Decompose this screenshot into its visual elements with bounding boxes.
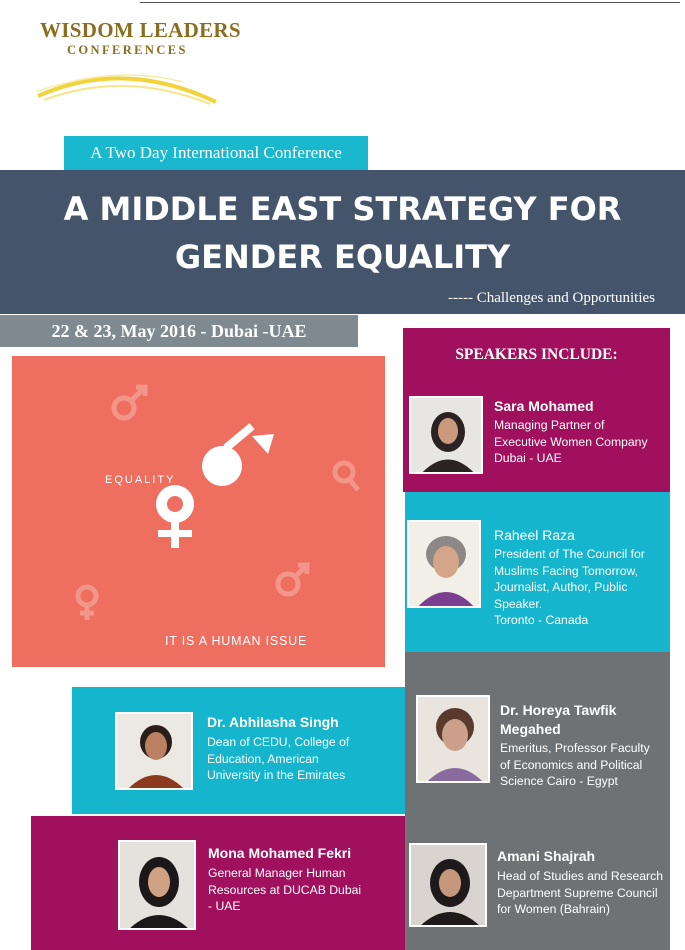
speaker-name-horeya-line-1: Dr. Horeya Tawfik bbox=[500, 702, 617, 718]
date-banner: 22 & 23, May 2016 - Dubai -UAE bbox=[0, 315, 358, 347]
speaker-name-raheel: Raheel Raza bbox=[494, 527, 575, 543]
logo-swoosh-icon bbox=[34, 56, 224, 106]
speaker-bio-sara: Managing Partner of Executive Women Company Dubai - UAE bbox=[494, 418, 648, 465]
poster-tagline: IT IS A HUMAN ISSUE bbox=[165, 634, 308, 648]
speaker-name-sara: Sara Mohamed bbox=[494, 398, 594, 414]
speaker-photo-abhilasha bbox=[115, 712, 193, 790]
speaker-bio-amani: Head of Studies and Research Department Supreme Council for Women (Bahrain) bbox=[497, 869, 663, 916]
speaker-photo-sara bbox=[409, 396, 483, 474]
intro-banner: A Two Day International Conference bbox=[64, 136, 368, 170]
speakers-heading: SPEAKERS INCLUDE: bbox=[455, 346, 618, 363]
speaker-name-abhilasha: Dr. Abhilasha Singh bbox=[207, 714, 339, 730]
speaker-name-horeya-line-2: Megahed bbox=[500, 721, 561, 737]
logo-title: WISDOM LEADERS bbox=[40, 18, 241, 42]
logo-subtitle: CONFERENCES bbox=[67, 43, 188, 57]
equality-poster bbox=[12, 356, 385, 667]
speaker-name-amani: Amani Shajrah bbox=[497, 848, 596, 864]
speaker-photo-mona bbox=[118, 840, 196, 930]
speaker-photo-horeya bbox=[416, 695, 490, 783]
speaker-bio-horeya: Emeritus, Professor Faculty of Economics and Political Science Cairo - Egypt bbox=[500, 741, 650, 788]
top-rule bbox=[140, 2, 680, 3]
speaker-bio-raheel: President of The Council for Muslims Facing Tomorrow, Journalist, Author, Public Speaker. Toronto - Canada bbox=[494, 547, 645, 627]
conference-subtitle: ----- Challenges and Opportunities bbox=[447, 290, 655, 306]
speaker-bio-abhilasha: Dean of CEDU, College of Education, American University in the Emirates bbox=[207, 735, 350, 782]
speaker-bio-mona: General Manager Human Resources at DUCAB Dubai - UAE bbox=[208, 866, 362, 913]
poster-equality-label: EQUALITY bbox=[105, 474, 176, 486]
conference-title-line-2: GENDER EQUALITY bbox=[174, 238, 511, 276]
speaker-name-mona: Mona Mohamed Fekri bbox=[208, 845, 352, 861]
conference-title-line-1: A MIDDLE EAST STRATEGY FOR bbox=[63, 190, 622, 228]
gender-symbols-icon bbox=[12, 356, 385, 667]
speaker-photo-raheel bbox=[407, 520, 481, 608]
speaker-photo-amani bbox=[409, 843, 487, 927]
